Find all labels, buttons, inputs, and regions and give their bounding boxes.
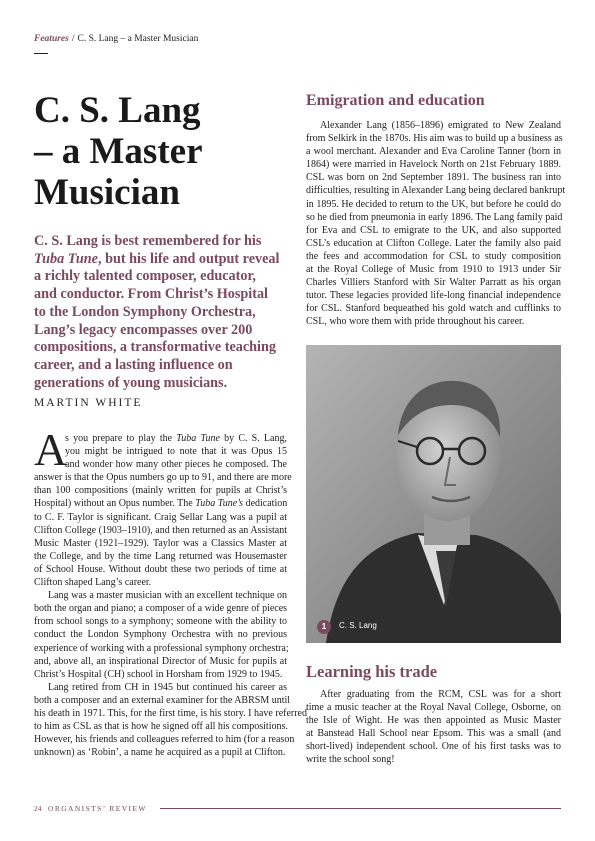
footer-rule bbox=[160, 808, 561, 809]
text-line: write the school song! bbox=[306, 754, 395, 766]
header-separator: / bbox=[71, 34, 75, 44]
publication-name: ORGANISTS’ REVIEW bbox=[48, 804, 147, 813]
standfirst-line: generations of young musicians. bbox=[34, 374, 228, 391]
text-line: Lang was a master musician with an excellent technique on bbox=[48, 590, 287, 602]
portrait-photo bbox=[306, 345, 561, 643]
text-run: by C. S. Lang, bbox=[219, 433, 287, 444]
page-number: 24 bbox=[34, 804, 42, 813]
text-line: for CSL. Stanford bequeathed his gold watch and cufflinks to bbox=[306, 303, 561, 315]
drop-cap: A bbox=[34, 424, 68, 475]
text-line: difficulties, resulting in Alexander Lang being declared bankrupt bbox=[306, 185, 566, 197]
text-line: the College, and by the time Lang returned was Housemaster bbox=[34, 550, 287, 562]
title-line: Musician bbox=[34, 172, 180, 213]
text-line: CSL was born on 2nd September 1891. The business ran into bbox=[306, 172, 561, 184]
text-line: the fees and accommodation for CSL to study composition bbox=[306, 250, 561, 262]
text-line: 1864) were married in Havelock North on 21st February 1889. bbox=[306, 159, 561, 171]
text-run: s you prepare to play the bbox=[65, 433, 177, 444]
text-line: from school songs to a symphony; someone with the ability to bbox=[34, 616, 287, 628]
standfirst-line: to the London Symphony Orchestra, bbox=[34, 303, 256, 320]
text-line: Lang retired from CH in 1945 but continued his career as bbox=[48, 681, 287, 693]
text-line: Christ’s Hospital (CH) school in Horsham from 1929 to 1945. bbox=[34, 668, 283, 680]
text-line: Clifton College (1903–1910), and then returned as an Assistant bbox=[34, 524, 287, 536]
text-line: tutor. These legacies provided life-long financial independence bbox=[306, 290, 561, 302]
text-line: and wonder how many other pieces he composed. The bbox=[65, 459, 287, 471]
text-line: in 1895. He decided to return to the UK, but before he could do bbox=[306, 198, 561, 210]
text-line: his death in 1971. This, for the first time, is his story. I have referred bbox=[34, 707, 307, 719]
italic-title: Tuba Tune bbox=[176, 433, 220, 444]
heading-learning: Learning his trade bbox=[306, 662, 438, 681]
text-line: experience of working with a professional symphony orchestra; bbox=[34, 642, 289, 654]
article-title bbox=[34, 90, 284, 213]
text-line: Alexander Lang (1856–1896) emigrated to New Zealand bbox=[320, 120, 561, 131]
header-rule bbox=[34, 53, 48, 54]
text-run: dedication bbox=[243, 498, 288, 510]
text-line: CSL, who wore them with pride throughout his career. bbox=[306, 316, 525, 328]
text-line: to C. F. Taylor is significant. Craig Sellar Lang was a pupil at bbox=[34, 511, 287, 523]
text-line bbox=[34, 432, 287, 445]
standfirst bbox=[34, 233, 286, 392]
text-line: from Selkirk in the 1870s. His aim was to build up a business as bbox=[306, 133, 563, 145]
text-line: you might be intrigued to note that it was Opus 15 bbox=[65, 446, 287, 458]
standfirst-line: Lang’s legacy encompasses over 200 bbox=[34, 321, 253, 338]
text-run: Hospital) without an Opus number. The bbox=[34, 498, 196, 510]
standfirst-line bbox=[34, 251, 286, 269]
standfirst-line: C. S. Lang is best remembered for his bbox=[34, 233, 262, 249]
running-header bbox=[34, 34, 198, 44]
text-line: short-lived) independent school. One of his first tasks was to bbox=[306, 741, 561, 753]
heading-emigration: Emigration and education bbox=[306, 92, 485, 109]
text-line: at Banstead Hall School near Epsom. This was a small (and bbox=[306, 728, 561, 740]
italic-title: Tuba Tune bbox=[34, 250, 98, 267]
text-line: unknown) as ‘Robin’, a name he acquired as a pupil at Clifton. bbox=[34, 747, 286, 759]
text-line: a wool merchant. Alexander and Eva Caroline Tanner (born in bbox=[306, 146, 561, 158]
standfirst-line: compositions, a transformative teaching bbox=[34, 339, 276, 356]
standfirst-line: career, and a lasting influence on bbox=[34, 356, 233, 373]
text-line: Clifton shaped Lang’s career. bbox=[34, 577, 152, 589]
text-line: conduct the London Symphony Orchestra with no previous bbox=[34, 629, 287, 641]
text-line: to him as CSL as that is how he signed off all his compositions. bbox=[34, 721, 288, 733]
text-line: both the organ and piano; a composer of a wide genre of pieces bbox=[34, 603, 288, 615]
text-line: Music Master (1921–1929). Taylor was a Classics Master at bbox=[34, 537, 287, 549]
text-line: After graduating from the RCM, CSL was for a short bbox=[320, 689, 561, 700]
title-line: C. S. Lang bbox=[34, 90, 201, 131]
text-line: and, above all, an inspirational Director of Music for pupils at bbox=[34, 655, 287, 667]
italic-title: Tuba Tune’s bbox=[195, 498, 244, 510]
text-line: at the Royal College of Music from 1910 to 1913 under Sir bbox=[306, 264, 561, 276]
section-label: Features bbox=[34, 34, 69, 44]
text-line bbox=[34, 497, 287, 510]
text-line: the Isle of Wight. He was then appointed as Music Master bbox=[306, 715, 561, 727]
standfirst-line: a richly talented composer, educator, bbox=[34, 268, 256, 285]
text-line: However, his friends and colleagues referred to him (for a reason bbox=[34, 734, 295, 746]
header-article-title: C. S. Lang – a Master Musician bbox=[77, 34, 199, 44]
text-line: time a music teacher at the Royal Naval College, Osborne, on bbox=[306, 702, 561, 714]
text-line: answer is that the Opus numbers go up to 91, and there are more bbox=[34, 472, 292, 484]
text-line: both a composer and an external examiner for the ABRSM until bbox=[34, 694, 291, 706]
standfirst-line: and conductor. From Christ’s Hospital bbox=[34, 286, 268, 303]
byline: MARTIN WHITE bbox=[34, 397, 143, 409]
text-line: Charles Villiers Stanford with Sir Walter Parratt as his organ bbox=[306, 277, 561, 289]
text-line: of School House. Without doubt these two periods of time at bbox=[34, 563, 287, 575]
text-line: for Eva and CSL to emigrate to the UK, and also supported bbox=[306, 224, 561, 236]
photo-caption: C. S. Lang bbox=[339, 621, 377, 630]
body-learning bbox=[306, 688, 561, 767]
text-line: than 100 compositions (mainly written for pupils at Christ’s bbox=[34, 485, 287, 497]
body-emigration bbox=[306, 119, 566, 329]
title-line: – a Master bbox=[34, 131, 203, 172]
body-column-left bbox=[34, 424, 307, 759]
text-run: , but his life and output reveal bbox=[97, 250, 280, 267]
text-line: so he died from pneumonia in early 1896. The Lang family paid bbox=[306, 211, 563, 223]
text-line: CSL’s education at Clifton College. Later the family also paid bbox=[306, 237, 561, 249]
photo-number-badge: 1 bbox=[317, 620, 331, 634]
